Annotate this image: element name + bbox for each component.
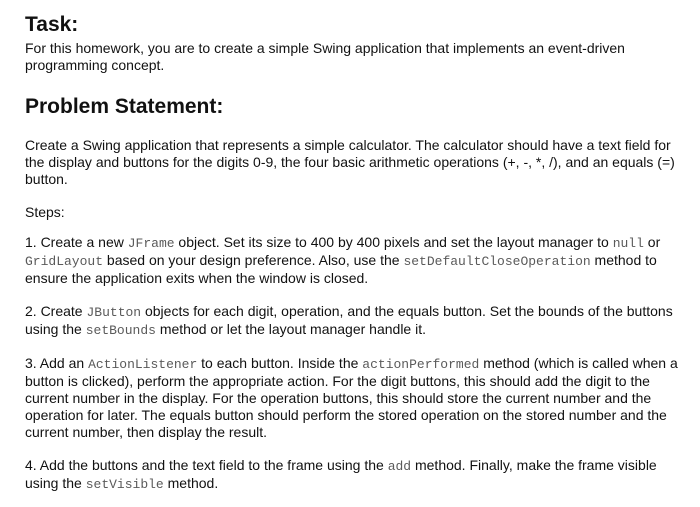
code-jbutton: JButton <box>86 305 142 320</box>
step-4 <box>25 457 680 493</box>
step-3 <box>25 355 680 441</box>
step-4-text: 4. Add the buttons and the text field to the frame using the <box>25 457 388 473</box>
step-2 <box>25 303 680 339</box>
code-null: null <box>612 236 644 251</box>
step-4-text: method. Finally, make the frame visible using the <box>25 457 657 491</box>
code-jframe: JFrame <box>127 236 175 251</box>
task-heading: Task: <box>25 13 79 36</box>
step-2-text: method or let the layout manager handle it. <box>155 321 426 337</box>
step-3-text: method (which is called when a button is clicked), perform the appropriate action. For the digit buttons, this should add the digit to the current number in the display. For the operation buttons, this should store the current number and the operation for later. The equals button should perform the stored operation on the stored number and the current number, then display the result. <box>25 355 678 440</box>
step-2-text: objects for each digit, operation, and the equals button. Set the bounds of the buttons using the <box>25 303 673 337</box>
code-setbounds: setBounds <box>85 323 156 338</box>
code-actionperformed: actionPerformed <box>362 357 480 372</box>
code-setdefaultcloseoperation: setDefaultCloseOperation <box>403 254 591 269</box>
step-1-text: based on your design preference. Also, use the <box>103 252 404 268</box>
problem-statement-heading: Problem Statement: <box>25 95 224 118</box>
code-actionlistener: ActionListener <box>88 357 198 372</box>
step-4-text: method. <box>163 475 219 491</box>
step-1-text: object. Set its size to 400 by 400 pixels and set the layout manager to <box>174 234 613 250</box>
step-3-text: 3. Add an <box>25 355 89 371</box>
step-1-text: 1. Create a new <box>25 234 128 250</box>
step-1-text: or <box>643 234 661 250</box>
task-description: For this homework, you are to create a simple Swing application that implements an event-driven programming concept. <box>25 40 625 73</box>
code-setvisible: setVisible <box>85 477 164 492</box>
code-add: add <box>387 459 412 474</box>
problem-statement-text: Create a Swing application that represents a simple calculator. The calculator should have a text field for the display and buttons for the digits 0-9, the four basic arithmetic operations (+, -, *, /), and an equals (=) button. <box>25 137 675 187</box>
steps-label: Steps: <box>25 204 65 220</box>
step-1 <box>25 234 680 287</box>
step-2-text: 2. Create <box>25 303 87 319</box>
step-3-text: to each button. Inside the <box>197 355 363 371</box>
step-1-text: method to ensure the application exits when the window is closed. <box>25 252 657 286</box>
code-gridlayout: GridLayout <box>25 254 104 269</box>
